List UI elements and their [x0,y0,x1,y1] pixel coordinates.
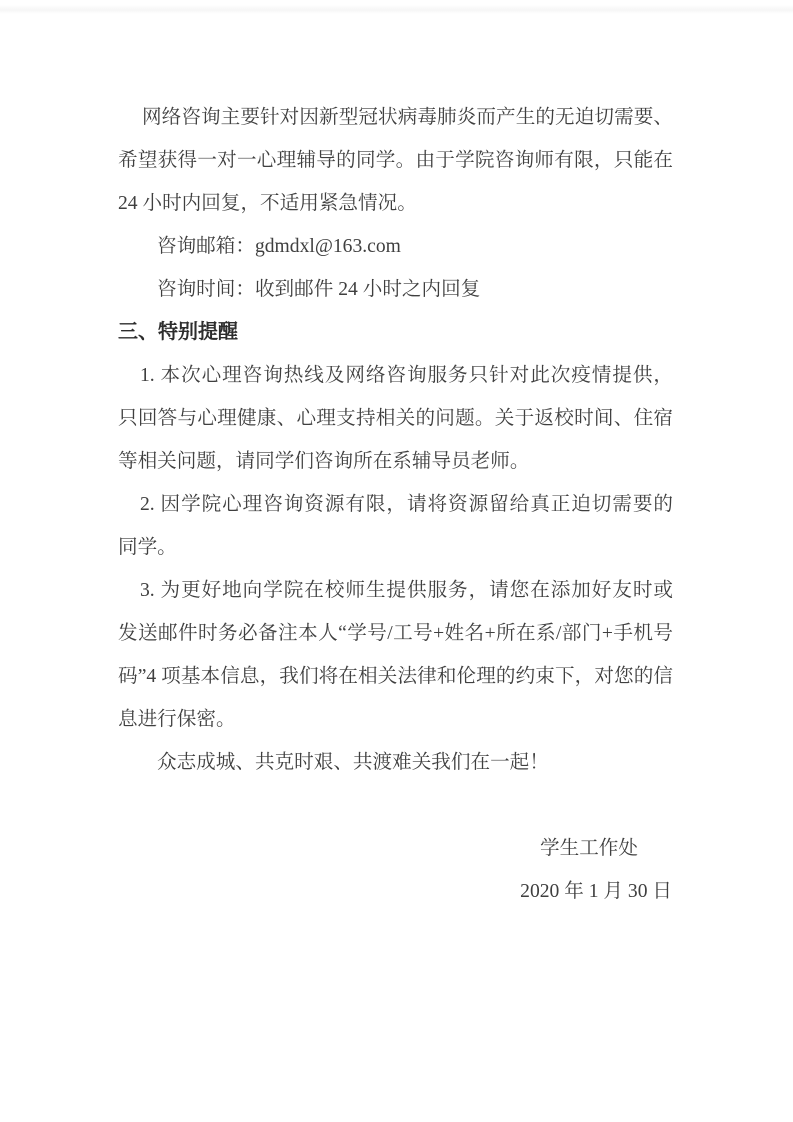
intro-paragraph-line-3: 24 小时内回复，不适用紧急情况。 [118,193,417,214]
reminder-item-1-line-2: 只回答与心理健康、心理支持相关的问题。关于返校时间、住宿 [118,408,673,429]
document-body [118,96,673,913]
signature-department: 学生工作处 [540,838,638,859]
reminder-item-2-line-1: 2. 因学院心理咨询资源有限，请将资源留给真正迫切需要的 [140,494,673,515]
consult-email-line: 咨询邮箱：gdmdxl@163.com [157,236,401,257]
reminder-item-3-line-2: 发送邮件时务必备注本人“学号/工号+姓名+所在系/部门+手机号 [118,623,673,644]
signature-date: 2020 年 1 月 30 日 [520,881,672,902]
scan-edge-artifact [0,5,793,14]
reminder-item-3-line-1: 3. 为更好地向学院在校师生提供服务，请您在添加好友时或 [140,580,673,601]
reminder-item-1-line-3: 等相关问题，请同学们咨询所在系辅导员老师。 [118,451,530,472]
reminder-item-3-line-3: 码”4 项基本信息，我们将在相关法律和伦理的约束下，对您的信 [118,666,673,687]
section-heading-special-reminder: 三、特别提醒 [118,321,238,343]
reminder-item-1-line-1: 1. 本次心理咨询热线及网络咨询服务只针对此次疫情提供， [140,365,673,386]
intro-paragraph-line-1: 网络咨询主要针对因新型冠状病毒肺炎而产生的无迫切需要、 [142,107,673,128]
reminder-item-2-line-2: 同学。 [118,537,177,558]
reminder-item-3-line-4: 息进行保密。 [118,709,236,730]
intro-paragraph-line-2: 希望获得一对一心理辅导的同学。由于学院咨询师有限，只能在 [118,150,673,171]
consult-hours-line: 咨询时间：收到邮件 24 小时之内回复 [157,279,481,300]
blank-line [118,784,673,827]
slogan-line: 众志成城、共克时艰、共渡难关我们在一起！ [157,752,549,773]
